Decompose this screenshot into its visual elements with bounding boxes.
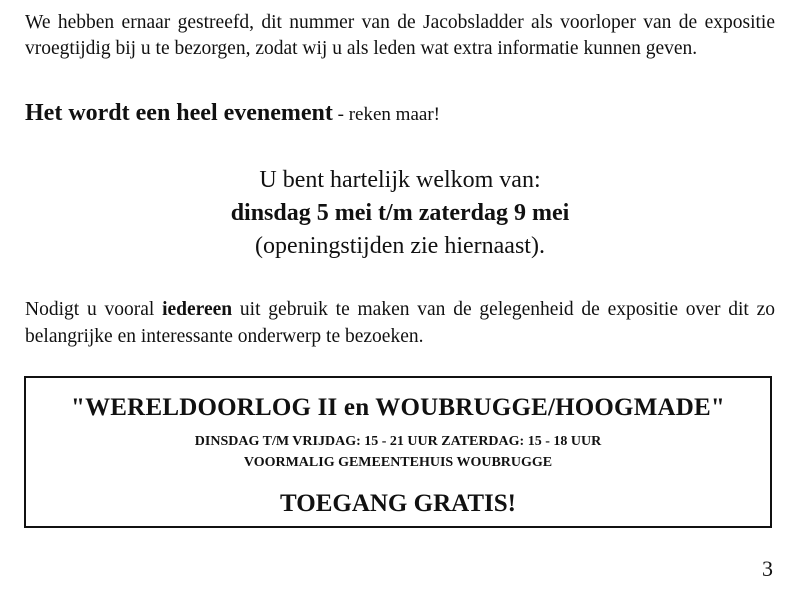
invite-paragraph [25,296,775,350]
intro-paragraph: We hebben ernaar gestreefd, dit nummer van de Jacobsladder als voorloper van de expositie vroegtijdig bij u te bezorgen, zodat wij u als leden wat extra informatie kunnen geven. [25,12,775,59]
page-number: 3 [762,556,773,581]
invite-before: Nodigt u vooral [25,299,163,320]
invite-emphasis: iedereen [162,299,233,320]
headline-strong: Het wordt een heel evenement [25,100,333,126]
exhibition-dates: dinsdag 5 mei t/m zaterdag 9 mei [230,200,570,226]
exhibition-box [24,376,772,528]
welcome-line: U bent hartelijk welkom van: [259,167,541,193]
exhibition-title: "WERELDOORLOG II en WOUBRUGGE/HOOGMADE" [71,394,725,421]
exhibition-hours: DINSDAG T/M VRIJDAG: 15 - 21 UUR ZATERDAG: 15 - 18 UUR [194,434,602,449]
admission-free: TOEGANG GRATIS! [280,490,516,517]
headline-tail: - reken maar! [332,104,440,125]
invite-after: uit gebruik te maken van de gelegenheid de expositie over dit zo belangrijke en interessante onderwerp te bezoeken. [25,299,776,347]
opening-hours-note: (openingstijden zie hiernaast). [255,233,545,259]
exhibition-location: VOORMALIG GEMEENTEHUIS WOUBRUGGE [243,455,553,470]
welcome-block [0,164,800,263]
headline [25,100,775,127]
